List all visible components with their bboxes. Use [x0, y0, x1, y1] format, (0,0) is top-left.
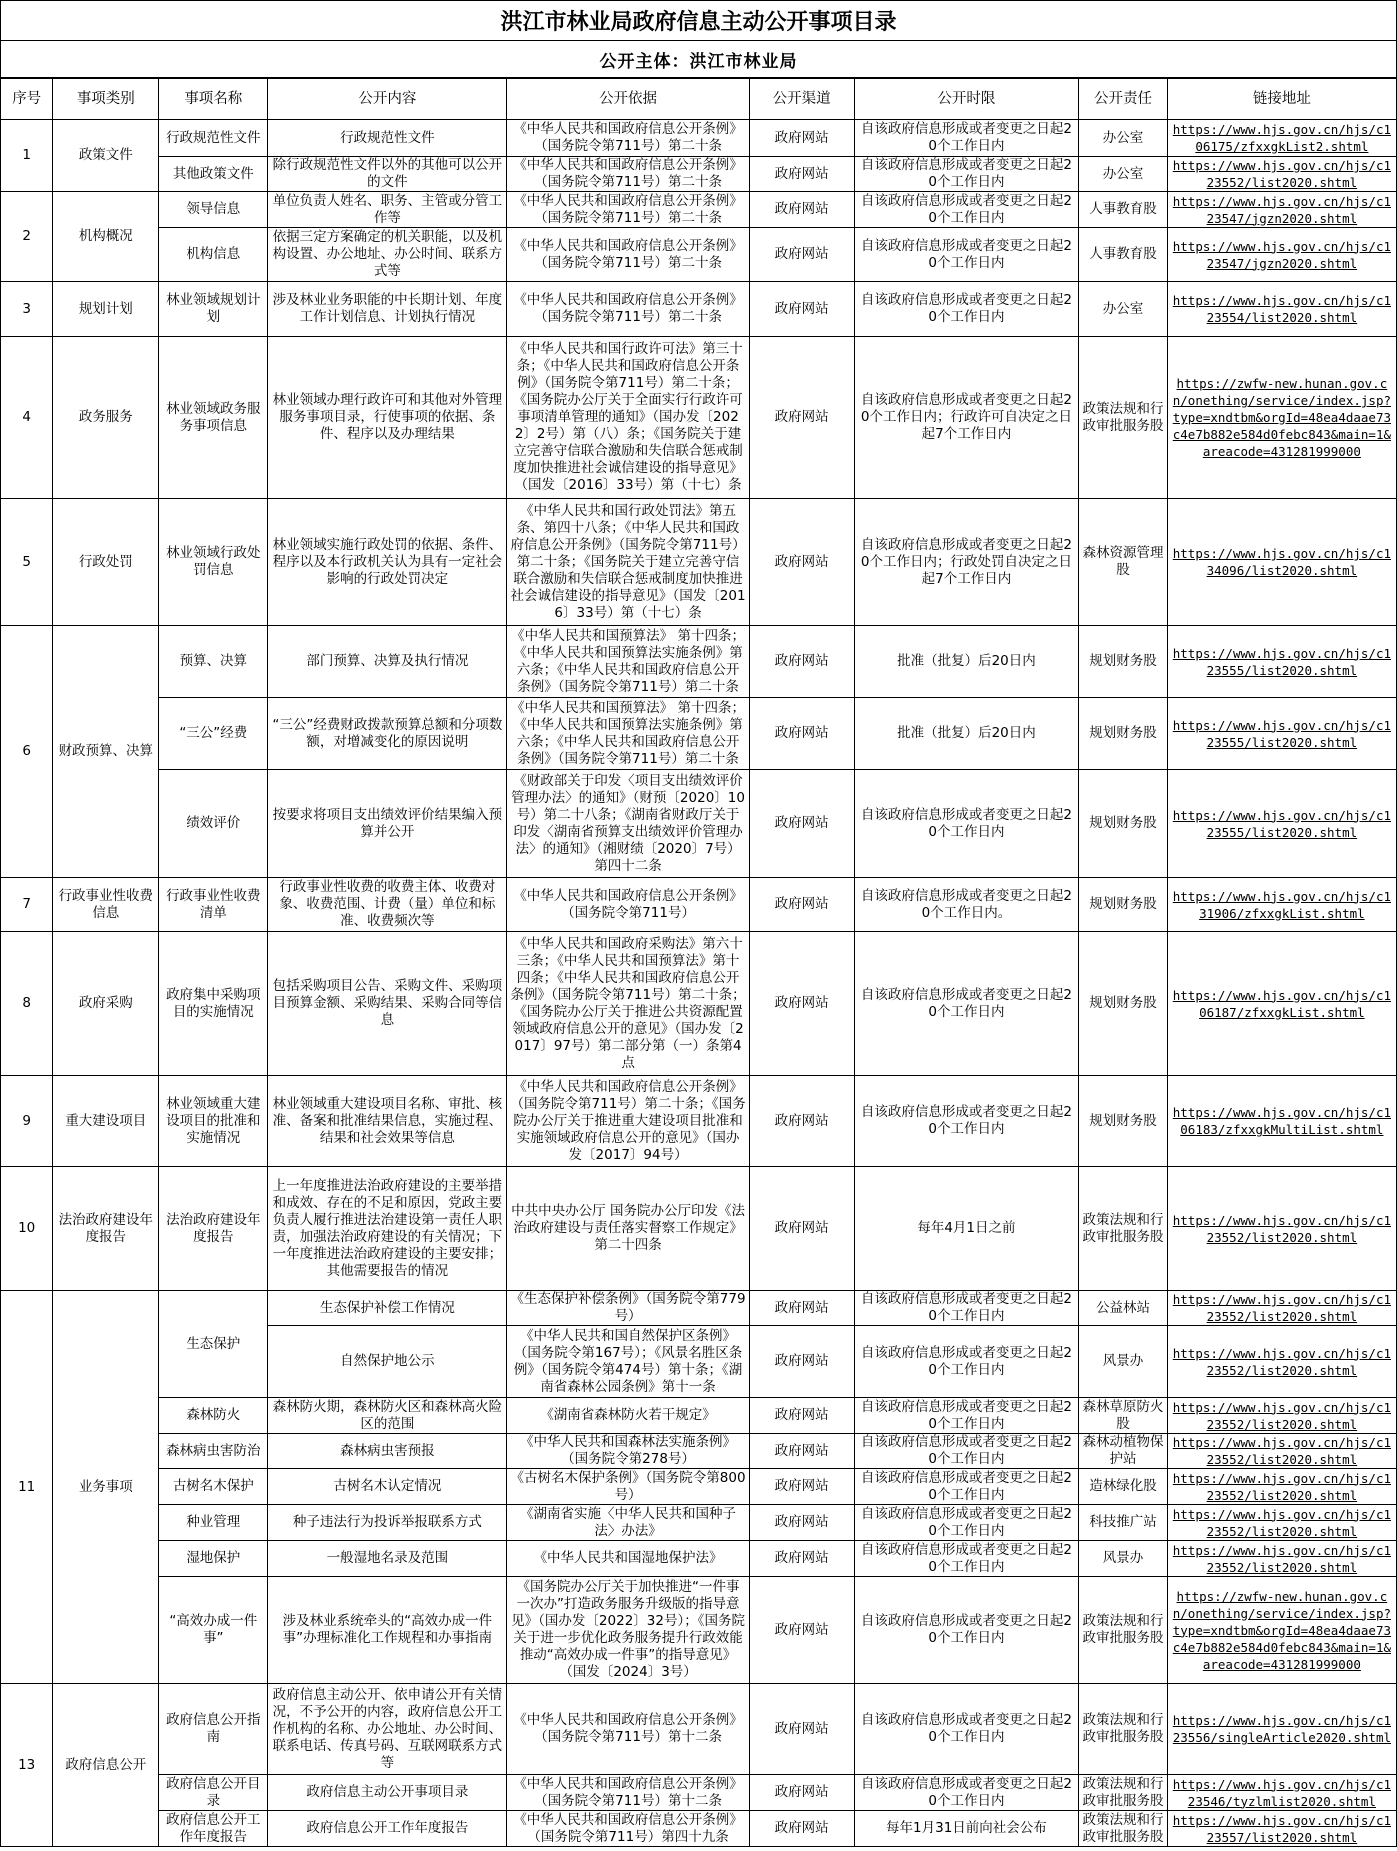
- table-cell: 办公室: [1079, 157, 1167, 192]
- table-cell: 《财政部关于印发〈项目支出绩效评价管理办法〉的通知》（财预〔2020〕10号）第二十八条；《湖南省财政厅关于印发〈湖南省预算支出绩效评价管理办法〉的通知》（湘财绩〔2020〕7号）第四十二条: [507, 770, 749, 878]
- table-cell: 政府网站: [749, 698, 854, 770]
- table-cell: 政府采购: [53, 932, 159, 1076]
- table-cell: 政府网站: [749, 1434, 854, 1469]
- table-cell: 自该政府信息形成或者变更之日起20个工作日内: [854, 1577, 1079, 1684]
- table-row: [1, 698, 1397, 770]
- table-cell: 《中华人民共和国政府信息公开条例》（国务院令第711号）第四十九条: [507, 1811, 749, 1847]
- table-cell: 行政事业性收费清单: [159, 878, 268, 932]
- table-cell: 政府网站: [749, 1775, 854, 1811]
- table-cell: 每年1月31日前向社会公布: [854, 1811, 1079, 1847]
- table-row: [1, 1398, 1397, 1434]
- link-url[interactable]: https://www.hjs.gov.cn/hjs/c123546/tyzlmlist2020.shtml: [1167, 1775, 1396, 1811]
- table-cell: 林业领域实施行政处罚的依据、条件、程序以及本行政机关认为具有一定社会影响的行政处罚决定: [268, 499, 507, 626]
- table-cell: 5: [1, 499, 53, 626]
- table-cell: 政府信息公开工作年度报告: [268, 1811, 507, 1847]
- table-cell: 《湖南省森林防火若干规定》: [507, 1398, 749, 1434]
- column-header: 序号: [1, 79, 53, 120]
- table-cell: 政府网站: [749, 337, 854, 499]
- column-header: 公开时限: [854, 79, 1079, 120]
- table-cell: 自该政府信息形成或者变更之日起20个工作日内: [854, 1326, 1079, 1398]
- table-cell: 森林防火期，森林防火区和森林高火险区的范围: [268, 1398, 507, 1434]
- link-url[interactable]: https://www.hjs.gov.cn/hjs/c123557/list2020.shtml: [1167, 1811, 1396, 1847]
- table-cell: 10: [1, 1167, 53, 1291]
- column-header: 公开责任: [1079, 79, 1167, 120]
- table-row: [1, 282, 1397, 337]
- table-cell: 林业领域重大建设项目的批准和实施情况: [159, 1076, 268, 1167]
- table-cell: 包括采购项目公告、采购文件、采购项目预算金额、采购结果、采购合同等信息: [268, 932, 507, 1076]
- link-url[interactable]: https://www.hjs.gov.cn/hjs/c106183/zfxxgkMultiList.shtml: [1167, 1076, 1396, 1167]
- link-url[interactable]: https://www.hjs.gov.cn/hjs/c123547/jgzn2020.shtml: [1167, 192, 1396, 228]
- link-url[interactable]: https://www.hjs.gov.cn/hjs/c131906/zfxxgkList.shtml: [1167, 878, 1396, 932]
- table-cell: 人事教育股: [1079, 192, 1167, 228]
- link-url[interactable]: https://www.hjs.gov.cn/hjs/c106187/zfxxgkList.shtml: [1167, 932, 1396, 1076]
- table-row: [1, 157, 1397, 192]
- table-cell: 行政规范性文件: [159, 120, 268, 157]
- table-row: [1, 1291, 1397, 1326]
- table-cell: 2: [1, 192, 53, 282]
- table-cell: 业务事项: [53, 1291, 159, 1684]
- table-cell: 《中华人民共和国政府信息公开条例》（国务院令第711号）第十二条: [507, 1684, 749, 1775]
- table-cell: 《中华人民共和国政府信息公开条例》（国务院令第711号）第十二条: [507, 1775, 749, 1811]
- table-row: [1, 1577, 1397, 1684]
- link-url[interactable]: https://www.hjs.gov.cn/hjs/c123552/list2020.shtml: [1167, 1541, 1396, 1577]
- table-cell: 13: [1, 1684, 53, 1847]
- table-cell: 政府网站: [749, 1469, 854, 1505]
- table-cell: 11: [1, 1291, 53, 1684]
- table-cell: 古树名木保护: [159, 1469, 268, 1505]
- table-cell: 财政预算、决算: [53, 626, 159, 878]
- table-cell: 按要求将项目支出绩效评价结果编入预算并公开: [268, 770, 507, 878]
- table-cell: 自该政府信息形成或者变更之日起20个工作日内: [854, 120, 1079, 157]
- table-cell: 《古树名木保护条例》（国务院令第800号）: [507, 1469, 749, 1505]
- table-cell: 政策法规和行政审批服务股: [1079, 337, 1167, 499]
- table-cell: 1: [1, 120, 53, 192]
- table-cell: 行政处罚: [53, 499, 159, 626]
- table-cell: 规划计划: [53, 282, 159, 337]
- table-cell: “三公”经费: [159, 698, 268, 770]
- table-cell: 《中华人民共和国政府信息公开条例》（国务院令第711号）: [507, 878, 749, 932]
- table-cell: 7: [1, 878, 53, 932]
- table-cell: 规划财务股: [1079, 698, 1167, 770]
- disclosure-subject: 公开主体：洪江市林业局: [0, 40, 1397, 78]
- table-cell: 自该政府信息形成或者变更之日起20个工作日内；行政许可自决定之日起7个工作日内: [854, 337, 1079, 499]
- table-cell: 《中华人民共和国行政处罚法》第五条、第四十八条；《中华人民共和国政府信息公开条例》（国务院令第711号）第二十条；《国务院关于建立完善守信联合激励和失信联合惩戒制度加快推进社会诚信建设的指导意见》（国发〔2016〕33号）第（十七）条: [507, 499, 749, 626]
- column-header: 事项名称: [159, 79, 268, 120]
- table-cell: 自该政府信息形成或者变更之日起20个工作日内: [854, 1398, 1079, 1434]
- table-cell: 林业领域办理行政许可和其他对外管理服务事项目录，行使事项的依据、条件、程序以及办理结果: [268, 337, 507, 499]
- table-cell: 其他政策文件: [159, 157, 268, 192]
- table-cell: 林业领域规划计划: [159, 282, 268, 337]
- table-row: [1, 1811, 1397, 1847]
- link-url[interactable]: https://www.hjs.gov.cn/hjs/c123547/jgzn2020.shtml: [1167, 228, 1396, 282]
- table-cell: 自该政府信息形成或者变更之日起20个工作日内: [854, 157, 1079, 192]
- table-cell: 自该政府信息形成或者变更之日起20个工作日内: [854, 1775, 1079, 1811]
- table-cell: 4: [1, 337, 53, 499]
- column-header: 公开内容: [268, 79, 507, 120]
- table-cell: 《中华人民共和国森林法实施条例》（国务院令第278号）: [507, 1434, 749, 1469]
- link-url[interactable]: https://zwfw-new.hunan.gov.cn/onething/service/index.jsp?type=xndtbm&orgId=48ea4daae73c4e7b882e584d0febc843&main=1&areacode=431281999000: [1167, 337, 1396, 499]
- table-cell: 政府网站: [749, 1167, 854, 1291]
- table-cell: 政策法规和行政审批服务股: [1079, 1811, 1167, 1847]
- table-cell: 政府信息主动公开事项目录: [268, 1775, 507, 1811]
- link-url[interactable]: https://www.hjs.gov.cn/hjs/c123552/list2020.shtml: [1167, 1505, 1396, 1541]
- table-cell: 重大建设项目: [53, 1076, 159, 1167]
- column-header: 公开渠道: [749, 79, 854, 120]
- table-cell: 古树名木认定情况: [268, 1469, 507, 1505]
- table-row: [1, 770, 1397, 878]
- catalog-table: [0, 78, 1397, 1847]
- link-url[interactable]: https://www.hjs.gov.cn/hjs/c123552/list2020.shtml: [1167, 1326, 1396, 1398]
- table-cell: 预算、决算: [159, 626, 268, 698]
- table-cell: 生态保护补偿工作情况: [268, 1291, 507, 1326]
- table-cell: 政府集中采购项目的实施情况: [159, 932, 268, 1076]
- table-cell: 涉及林业系统牵头的“高效办成一件事”办理标准化工作规程和办事指南: [268, 1577, 507, 1684]
- link-url[interactable]: https://www.hjs.gov.cn/hjs/c123552/list2020.shtml: [1167, 157, 1396, 192]
- table-cell: 部门预算、决算及执行情况: [268, 626, 507, 698]
- table-cell: 涉及林业业务职能的中长期计划、年度工作计划信息、计划执行情况: [268, 282, 507, 337]
- table-cell: 自该政府信息形成或者变更之日起20个工作日内: [854, 1469, 1079, 1505]
- table-cell: 风景办: [1079, 1541, 1167, 1577]
- table-cell: 森林草原防火股: [1079, 1398, 1167, 1434]
- table-cell: 《中华人民共和国政府信息公开条例》（国务院令第711号）第二十条: [507, 157, 749, 192]
- table-cell: 法治政府建设年度报告: [159, 1167, 268, 1291]
- column-header: 链接地址: [1167, 79, 1396, 120]
- table-cell: 规划财务股: [1079, 770, 1167, 878]
- table-cell: 自该政府信息形成或者变更之日起20个工作日内: [854, 228, 1079, 282]
- link-url[interactable]: https://zwfw-new.hunan.gov.cn/onething/service/index.jsp?type=xndtbm&orgId=48ea4daae73c4e7b882e584d0febc843&main=1&areacode=431281999000: [1167, 1577, 1396, 1684]
- table-cell: 自该政府信息形成或者变更之日起20个工作日内: [854, 932, 1079, 1076]
- link-url[interactable]: https://www.hjs.gov.cn/hjs/c123556/singleArticle2020.shtml: [1167, 1684, 1396, 1775]
- table-row: [1, 1684, 1397, 1775]
- table-cell: 规划财务股: [1079, 1076, 1167, 1167]
- table-cell: 上一年度推进法治政府建设的主要举措和成效、存在的不足和原因，党政主要负责人履行推进法治建设第一责任人职责，加强法治政府建设的有关情况；下一年度推进法治政府建设的主要安排；其他需要报告的情况: [268, 1167, 507, 1291]
- table-cell: 规划财务股: [1079, 932, 1167, 1076]
- table-cell: 造林绿化股: [1079, 1469, 1167, 1505]
- table-cell: 《国务院办公厅关于加快推进“一件事一次办”打造政务服务升级版的指导意见》（国办发〔2022〕32号）；《国务院关于进一步优化政务服务提升行政效能推动“高效办成一件事”的指导意见》（国发〔2024〕3号）: [507, 1577, 749, 1684]
- table-cell: 中共中央办公厅 国务院办公厅印发《法治政府建设与责任落实督察工作规定》第二十四条: [507, 1167, 749, 1291]
- table-cell: 《湖南省实施〈中华人民共和国种子法〉办法》: [507, 1505, 749, 1541]
- table-cell: 除行政规范性文件以外的其他可以公开的文件: [268, 157, 507, 192]
- table-cell: 单位负责人姓名、职务、主管或分管工作等: [268, 192, 507, 228]
- table-cell: 自该政府信息形成或者变更之日起20个工作日内: [854, 770, 1079, 878]
- column-header: 事项类别: [53, 79, 159, 120]
- table-cell: 《中华人民共和国政府信息公开条例》（国务院令第711号）第二十条: [507, 282, 749, 337]
- table-cell: 人事教育股: [1079, 228, 1167, 282]
- table-cell: 政府信息公开: [53, 1684, 159, 1847]
- table-row: [1, 1076, 1397, 1167]
- page-title: 洪江市林业局政府信息主动公开事项目录: [0, 0, 1397, 40]
- table-row: [1, 228, 1397, 282]
- table-cell: 政策法规和行政审批服务股: [1079, 1684, 1167, 1775]
- table-row: [1, 1775, 1397, 1811]
- table-cell: 政策法规和行政审批服务股: [1079, 1577, 1167, 1684]
- table-cell: 政府网站: [749, 1326, 854, 1398]
- table-row: [1, 878, 1397, 932]
- table-cell: 政府网站: [749, 499, 854, 626]
- link-url[interactable]: https://www.hjs.gov.cn/hjs/c106175/zfxxgkList2.shtml: [1167, 120, 1396, 157]
- table-row: [1, 1469, 1397, 1505]
- table-cell: 领导信息: [159, 192, 268, 228]
- table-cell: 森林动植物保护站: [1079, 1434, 1167, 1469]
- table-cell: 每年4月1日之前: [854, 1167, 1079, 1291]
- table-cell: 政府信息公开工作年度报告: [159, 1811, 268, 1847]
- table-cell: 风景办: [1079, 1326, 1167, 1398]
- table-cell: 自该政府信息形成或者变更之日起20个工作日内: [854, 282, 1079, 337]
- table-cell: 生态保护: [159, 1291, 268, 1398]
- table-cell: 《中华人民共和国政府采购法》第六十三条；《中华人民共和国预算法》第十四条；《中华人民共和国政府信息公开条例》（国务院令第711号）第二十条；《国务院办公厅关于推进公共资源配置领域政府信息公开的意见》（国办发〔2017〕97号）第二部分第（一）条第4点: [507, 932, 749, 1076]
- table-cell: 《中华人民共和国湿地保护法》: [507, 1541, 749, 1577]
- table-cell: 政府网站: [749, 120, 854, 157]
- table-cell: 行政规范性文件: [268, 120, 507, 157]
- table-cell: 政府网站: [749, 932, 854, 1076]
- table-cell: 《中华人民共和国行政许可法》第三十条；《中华人民共和国政府信息公开条例》（国务院令第711号）第二十条；《国务院办公厅关于全面实行行政许可事项清单管理的通知》（国办发〔2022〕2号）第（八）条；《国务院关于建立完善守信联合激励和失信联合惩戒制度加快推进社会诚信建设的指导意见》（国发〔2016〕33号）第（十七）条: [507, 337, 749, 499]
- table-header-row: [1, 79, 1397, 120]
- table-cell: 自然保护地公示: [268, 1326, 507, 1398]
- table-row: [1, 1167, 1397, 1291]
- table-cell: 政府网站: [749, 1577, 854, 1684]
- table-cell: 《中华人民共和国政府信息公开条例》（国务院令第711号）第二十条: [507, 120, 749, 157]
- table-cell: 6: [1, 626, 53, 878]
- column-header: 公开依据: [507, 79, 749, 120]
- table-cell: 政府网站: [749, 192, 854, 228]
- table-row: [1, 1541, 1397, 1577]
- link-url[interactable]: https://www.hjs.gov.cn/hjs/c123555/list2020.shtml: [1167, 626, 1396, 698]
- link-url[interactable]: https://www.hjs.gov.cn/hjs/c123552/list2020.shtml: [1167, 1167, 1396, 1291]
- table-cell: 森林资源管理股: [1079, 499, 1167, 626]
- table-cell: 政府信息公开目录: [159, 1775, 268, 1811]
- table-cell: 政策文件: [53, 120, 159, 192]
- table-cell: 批准（批复）后20日内: [854, 626, 1079, 698]
- table-cell: 自该政府信息形成或者变更之日起20个工作日内: [854, 1505, 1079, 1541]
- link-url[interactable]: https://www.hjs.gov.cn/hjs/c134096/list2020.shtml: [1167, 499, 1396, 626]
- table-cell: 科技推广站: [1079, 1505, 1167, 1541]
- table-cell: 公益林站: [1079, 1291, 1167, 1326]
- table-cell: 政府网站: [749, 282, 854, 337]
- table-cell: 种子违法行为投诉举报联系方式: [268, 1505, 507, 1541]
- table-cell: “高效办成一件事”: [159, 1577, 268, 1684]
- table-cell: 自该政府信息形成或者变更之日起20个工作日内: [854, 1541, 1079, 1577]
- table-cell: 政府网站: [749, 626, 854, 698]
- table-cell: 绩效评价: [159, 770, 268, 878]
- table-cell: 3: [1, 282, 53, 337]
- table-row: [1, 192, 1397, 228]
- table-cell: 《中华人民共和国自然保护区条例》（国务院令第167号）；《风景名胜区条例》（国务院令第474号）第十条；《湖南省森林公园条例》第十一条: [507, 1326, 749, 1398]
- table-cell: 8: [1, 932, 53, 1076]
- table-cell: 《中华人民共和国政府信息公开条例》（国务院令第711号）第二十条: [507, 228, 749, 282]
- table-cell: 自该政府信息形成或者变更之日起20个工作日内: [854, 1434, 1079, 1469]
- table-cell: 政府信息公开指南: [159, 1684, 268, 1775]
- table-cell: 政府网站: [749, 1291, 854, 1326]
- table-cell: 法治政府建设年度报告: [53, 1167, 159, 1291]
- table-cell: 自该政府信息形成或者变更之日起20个工作日内；行政处罚自决定之日起7个工作日内: [854, 499, 1079, 626]
- table-row: [1, 499, 1397, 626]
- table-cell: 政府网站: [749, 228, 854, 282]
- table-cell: 湿地保护: [159, 1541, 268, 1577]
- table-cell: 规划财务股: [1079, 626, 1167, 698]
- link-url[interactable]: https://www.hjs.gov.cn/hjs/c123552/list2020.shtml: [1167, 1434, 1396, 1469]
- table-cell: 政府网站: [749, 1684, 854, 1775]
- table-row: [1, 1505, 1397, 1541]
- table-cell: 《中华人民共和国政府信息公开条例》（国务院令第711号）第二十条: [507, 192, 749, 228]
- table-cell: 林业领域政务服务事项信息: [159, 337, 268, 499]
- link-url[interactable]: https://www.hjs.gov.cn/hjs/c123555/list2020.shtml: [1167, 698, 1396, 770]
- table-cell: 林业领域重大建设项目名称、审批、核准、备案和批准结果信息，实施过程、结果和社会效果等信息: [268, 1076, 507, 1167]
- table-cell: 办公室: [1079, 120, 1167, 157]
- table-cell: 政策法规和行政审批服务股: [1079, 1167, 1167, 1291]
- table-cell: 政府网站: [749, 1541, 854, 1577]
- table-cell: 自该政府信息形成或者变更之日起20个工作日内: [854, 1291, 1079, 1326]
- table-row: [1, 337, 1397, 499]
- table-cell: 政府信息主动公开、依申请公开有关情况，不予公开的内容，政府信息公开工作机构的名称、办公地址、办公时间、联系电话、传真号码、互联网联系方式等: [268, 1684, 507, 1775]
- table-row: [1, 626, 1397, 698]
- table-cell: 机构信息: [159, 228, 268, 282]
- table-cell: 政策法规和行政审批服务股: [1079, 1775, 1167, 1811]
- table-cell: 政务服务: [53, 337, 159, 499]
- table-cell: 《中华人民共和国预算法》 第十四条；《中华人民共和国预算法实施条例》第六条；《中华人民共和国政府信息公开条例》（国务院令第711号）第二十条: [507, 626, 749, 698]
- table-cell: “三公”经费财政拨款预算总额和分项数额，对增减变化的原因说明: [268, 698, 507, 770]
- table-row: [1, 932, 1397, 1076]
- table-cell: 政府网站: [749, 770, 854, 878]
- table-cell: 批准（批复）后20日内: [854, 698, 1079, 770]
- table-cell: 自该政府信息形成或者变更之日起20个工作日内: [854, 1684, 1079, 1775]
- table-cell: 办公室: [1079, 282, 1167, 337]
- table-cell: 《生态保护补偿条例》（国务院令第779号）: [507, 1291, 749, 1326]
- table-cell: 政府网站: [749, 1076, 854, 1167]
- link-url[interactable]: https://www.hjs.gov.cn/hjs/c123554/list2020.shtml: [1167, 282, 1396, 337]
- table-cell: 政府网站: [749, 1505, 854, 1541]
- link-url[interactable]: https://www.hjs.gov.cn/hjs/c123552/list2020.shtml: [1167, 1398, 1396, 1434]
- table-row: [1, 1434, 1397, 1469]
- table-cell: 行政事业性收费信息: [53, 878, 159, 932]
- table-cell: 机构概况: [53, 192, 159, 282]
- table-cell: 行政事业性收费的收费主体、收费对象、收费范围、计费（量）单位和标准、收费频次等: [268, 878, 507, 932]
- link-url[interactable]: https://www.hjs.gov.cn/hjs/c123552/list2020.shtml: [1167, 1291, 1396, 1326]
- table-cell: 林业领域行政处罚信息: [159, 499, 268, 626]
- link-url[interactable]: https://www.hjs.gov.cn/hjs/c123555/list2020.shtml: [1167, 770, 1396, 878]
- table-cell: 《中华人民共和国预算法》 第十四条；《中华人民共和国预算法实施条例》第六条；《中华人民共和国政府信息公开条例》（国务院令第711号）第二十条: [507, 698, 749, 770]
- table-cell: 政府网站: [749, 1811, 854, 1847]
- table-cell: 政府网站: [749, 157, 854, 192]
- table-cell: 政府网站: [749, 878, 854, 932]
- table-cell: 森林病虫害预报: [268, 1434, 507, 1469]
- table-cell: 自该政府信息形成或者变更之日起20个工作日内: [854, 192, 1079, 228]
- table-cell: 自该政府信息形成或者变更之日起20个工作日内: [854, 1076, 1079, 1167]
- table-cell: 森林病虫害防治: [159, 1434, 268, 1469]
- table-cell: 政府网站: [749, 1398, 854, 1434]
- link-url[interactable]: https://www.hjs.gov.cn/hjs/c123552/list2020.shtml: [1167, 1469, 1396, 1505]
- table-cell: 一般湿地名录及范围: [268, 1541, 507, 1577]
- table-cell: 种业管理: [159, 1505, 268, 1541]
- table-cell: 规划财务股: [1079, 878, 1167, 932]
- table-cell: 9: [1, 1076, 53, 1167]
- table-cell: 森林防火: [159, 1398, 268, 1434]
- table-cell: 依据三定方案确定的机关职能，以及机构设置、办公地址、办公时间、联系方式等: [268, 228, 507, 282]
- table-cell: 自该政府信息形成或者变更之日起20个工作日内。: [854, 878, 1079, 932]
- table-row: [1, 120, 1397, 157]
- table-cell: 《中华人民共和国政府信息公开条例》（国务院令第711号）第二十条；《国务院办公厅关于推进重大建设项目批准和实施领域政府信息公开的意见》（国办发〔2017〕94号）: [507, 1076, 749, 1167]
